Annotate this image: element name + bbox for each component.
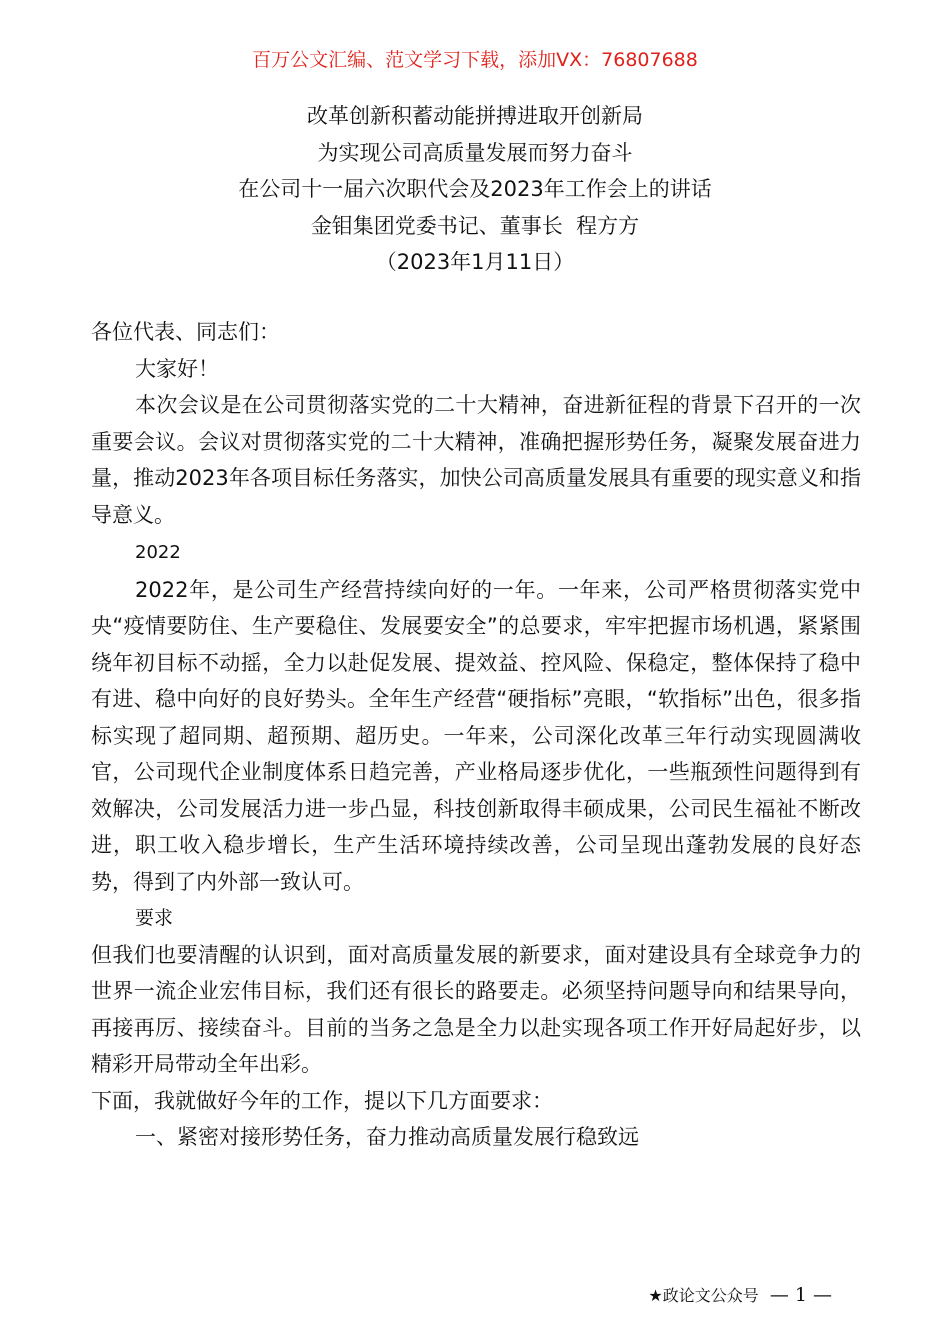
paragraph-transition: 下面，我就做好今年的工作，提以下几方面要求：: [91, 1088, 553, 1113]
title-block: [0, 98, 950, 281]
paragraph-intro: 本次会议是在公司贯彻落实党的二十大精神，奋进新征程的背景下召开的一次重要会议。会议对贯彻落实党的二十大精神，准确把握形势任务，凝聚发展奋进力量，推动2023年各项目标任务落实，加快公司高质量发展具有重要的现实意义和指导意义。: [91, 393, 861, 527]
section-label-requirements: 要求: [135, 907, 174, 929]
section-heading-1: 一、紧密对接形势任务，奋力推动高质量发展行稳致远: [135, 1125, 639, 1149]
page-footer: [648, 1283, 832, 1308]
page-number: — 1 —: [769, 1284, 832, 1306]
salutation: 各位代表、同志们：: [91, 320, 280, 344]
date-line: （2023年1月11日）: [375, 250, 575, 274]
title-line-1: 改革创新积蓄动能拼搏进取开创新局: [307, 104, 643, 128]
speech-body: [91, 314, 861, 1156]
section-label-2022: [91, 533, 861, 572]
paragraph-2022-review: 2022年，是公司生产经营持续向好的一年。一年来，公司严格贯彻落实党中央“疫情要防住、生产要稳住、发展要安全”的总要求，牢牢把握市场机遇，紧紧围绕年初目标不动摇，全力以赴促发展、提效益、控风险、保稳定，整体保持了稳中有进、稳中向好的良好势头。全年生产经营“硬指标”亮眼，“软指标”出色，很多指标实现了超同期、超预期、超历史。一年来，公司深化改革三年行动实现圆满收官，公司现代企业制度体系日趋完善，产业格局逐步优化，一些瓶颈性问题得到有效解决，公司发展活力进一步凸显，科技创新取得丰硕成果，公司民生福祉不断改进，职工收入稳步增长，生产生活环境持续改善，公司呈现出蓬勃发展的良好态势，得到了内外部一致认可。: [91, 577, 861, 894]
title-line-3: 在公司十一届六次职代会及2023年工作会上的讲话: [238, 177, 712, 201]
greeting: 大家好！: [135, 356, 219, 381]
speaker-line: 金钼集团党委书记、董事长 程方方: [310, 213, 640, 238]
header-ad-text: 百万公文汇编、范文学习下载，添加VX：76807688: [252, 49, 698, 71]
paragraph-awareness: 但我们也要清醒的认识到，面对高质量发展的新要求，面对建设具有全球竞争力的世界一流企业宏伟目标，我们还有很长的路要走。必须坚持问题导向和结果导向，再接再厉、接续奋斗。目前的当务之急是全力以赴实现各项工作开好局起好步，以精彩开局带动全年出彩。: [91, 942, 861, 1076]
footer-source: ★政论文公众号: [648, 1286, 759, 1305]
label-2022-text: 2022: [135, 542, 181, 563]
title-line-2: 为实现公司高质量发展而努力奋斗: [317, 140, 633, 165]
